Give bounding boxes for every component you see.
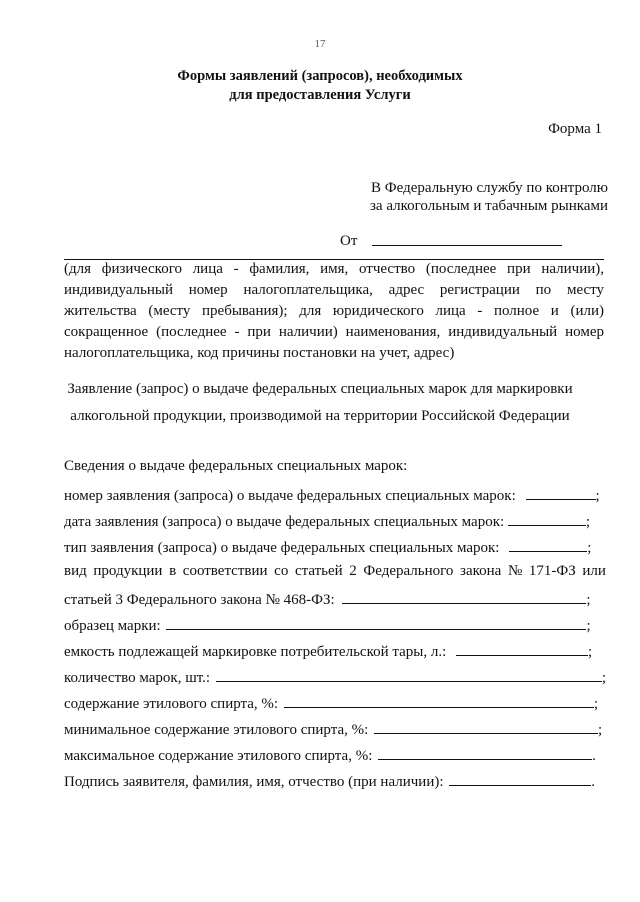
request-type-row	[64, 537, 591, 557]
punctuation: .	[592, 748, 596, 764]
quantity-row	[64, 667, 606, 687]
product-type-row-2	[64, 589, 591, 609]
punctuation: ;	[601, 670, 607, 686]
punctuation: ;	[588, 644, 593, 660]
page-number: 17	[314, 38, 326, 50]
sample-label: образец марки:	[64, 618, 161, 634]
product-type-word: 2	[349, 563, 357, 579]
product-type-word: 171-ФЗ	[528, 563, 576, 579]
signature-label: Подпись заявителя, фамилия, имя, отчество (при наличии):	[64, 774, 444, 790]
from-input-line[interactable]	[372, 245, 562, 246]
capacity-row	[64, 641, 592, 661]
product-type-word: в	[169, 563, 177, 579]
product-type-input[interactable]	[342, 589, 586, 604]
ethanol-input[interactable]	[284, 693, 594, 708]
form-label: Форма 1	[548, 121, 602, 137]
request-date-input[interactable]	[508, 511, 586, 526]
page-title-line-2: для предоставления Услуги	[229, 87, 411, 103]
request-type-label: тип заявления (запроса) о выдаче федеральных специальных марок:	[64, 540, 500, 556]
statement-line-2: алкогольной продукции, производимой на территории Российской Федерации	[70, 408, 570, 424]
request-number-label: номер заявления (запроса) о выдаче федеральных специальных марок:	[64, 488, 516, 504]
request-type-input[interactable]	[509, 537, 587, 552]
quantity-label: количество марок, шт.:	[64, 670, 211, 686]
addressee-line-1: В Федеральную службу по контролю	[371, 180, 608, 196]
request-date-row	[64, 511, 590, 531]
sample-row	[64, 615, 591, 635]
applicant-note-line: жительства (месту пребывания); для юридического лица - полное и (или)	[64, 303, 604, 319]
punctuation: ;	[595, 488, 600, 504]
applicant-note	[64, 259, 604, 364]
punctuation: .	[591, 774, 596, 790]
from-label: От	[340, 233, 358, 249]
ethanol-max-label: максимальное содержание этилового спирта, %:	[64, 748, 373, 764]
ethanol-min-label: минимальное содержание этилового спирта, %:	[64, 722, 369, 738]
applicant-note-line: индивидуальный номер налогоплательщика, адрес регистрации по месту	[64, 282, 604, 298]
product-type-word: вид	[64, 563, 87, 579]
product-type-word: №	[507, 563, 523, 579]
product-type-word: Федерального	[363, 563, 454, 579]
statement-line-1: Заявление (запрос) о выдаче федеральных специальных марок для маркировки	[67, 381, 573, 397]
ethanol-max-input[interactable]	[378, 745, 592, 760]
punctuation: ;	[586, 592, 591, 608]
product-type-word: соответствии	[182, 563, 268, 579]
ethanol-max-row	[64, 745, 596, 765]
page-title-line-1: Формы заявлений (запросов), необходимых	[177, 68, 463, 84]
capacity-label: емкость подлежащей маркировке потребительской тары, л.:	[64, 644, 447, 660]
product-type-word: закона	[460, 563, 502, 579]
section-heading: Сведения о выдаче федеральных специальных марок:	[64, 458, 408, 474]
ethanol-row	[64, 693, 598, 713]
applicant-note-line: сокращенное (последнее - при наличии) наименования, индивидуальный номер	[64, 324, 604, 340]
applicant-note-line: налогоплательщика, код причины постановки на учет, адрес)	[64, 345, 455, 361]
product-type-word: статьей	[294, 563, 343, 579]
applicant-note-line: (для физического лица - фамилия, имя, отчество (последнее при наличии),	[64, 261, 604, 277]
signature-row	[64, 771, 595, 791]
request-number-input[interactable]	[526, 485, 596, 500]
ethanol-min-row	[64, 719, 602, 739]
signature-input[interactable]	[449, 771, 591, 786]
addressee-line-2: за алкогольным и табачным рынками	[370, 198, 608, 214]
request-number-row	[64, 485, 600, 505]
ethanol-min-input[interactable]	[374, 719, 598, 734]
product-type-word: или	[582, 563, 606, 579]
capacity-input[interactable]	[456, 641, 588, 656]
punctuation: ;	[593, 696, 599, 712]
request-date-label: дата заявления (запроса) о выдаче федеральных специальных марок:	[64, 514, 505, 530]
punctuation: ;	[585, 514, 591, 530]
product-type-word: со	[274, 563, 289, 579]
sample-input[interactable]	[166, 615, 586, 630]
punctuation: ;	[598, 722, 603, 738]
punctuation: ;	[587, 540, 592, 556]
ethanol-label: содержание этилового спирта, %:	[64, 696, 279, 712]
product-type-row-1	[64, 563, 606, 580]
punctuation: ;	[586, 618, 591, 634]
quantity-input[interactable]	[216, 667, 602, 682]
product-type-label: статьей 3 Федерального закона № 468-ФЗ:	[64, 592, 335, 608]
product-type-word: продукции	[93, 563, 163, 579]
